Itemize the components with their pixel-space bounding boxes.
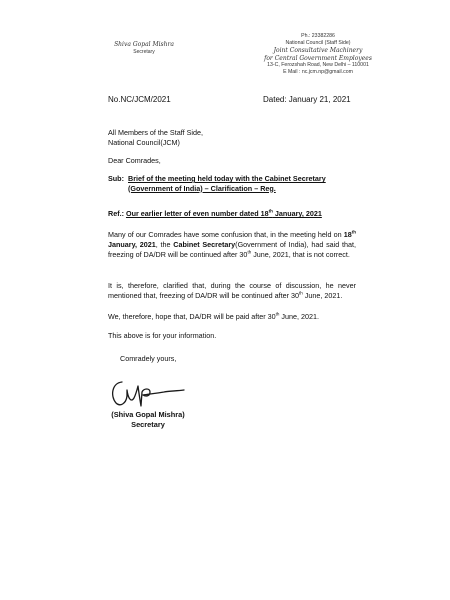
letterhead-address: 13-C, Ferozshah Road, New Delhi – 110001 (267, 61, 369, 68)
letterhead-sender (104, 41, 184, 56)
recipient-line1: All Members of the Staff Side, (108, 128, 203, 137)
subject-line2: (Government of India) – Clarification – Reg. (128, 183, 276, 193)
salutation: Dear Comrades, (108, 156, 161, 165)
body-paragraph-3: We, therefore, hope that, DA/DR will be paid after 30th June, 2021. (108, 311, 320, 321)
subject-block (108, 174, 358, 193)
letterhead-phone: Ph.: 23382286 (301, 33, 335, 39)
subject-label: Sub: (108, 174, 124, 183)
recipient-line2: National Council(JCM) (108, 138, 180, 147)
signer-name: (Shiva Gopal Mishra) (111, 410, 185, 419)
letterhead-machinery-line1: Joint Consultative Machinery (273, 47, 363, 55)
recipient-block (108, 128, 203, 148)
letterhead-email: E Mail : nc.jcm.np@gmail.com (283, 69, 353, 76)
closing: Comradely yours, (120, 354, 177, 363)
body-paragraph-1: Many of our Comrades have some confusion that, in the meeting held on 18th January, 2021, the Cabinet Secretary(Government of India), had said that, freezing of DA/DR will be continued after 30th June, 2021, that is not correct. (108, 229, 357, 259)
letterhead-sender-title: Secretary (133, 49, 155, 55)
handwritten-signature (106, 372, 188, 412)
letterhead-organization (248, 33, 388, 76)
signer-title: Secretary (131, 420, 165, 429)
subject-text (128, 174, 326, 193)
reference-label: Ref.: (108, 209, 124, 218)
signer-block (108, 410, 188, 430)
letter-date: Dated: January 21, 2021 (263, 95, 351, 104)
letterhead-council: National Council (Staff Side) (285, 40, 351, 47)
letterhead-machinery-line2: for Central Government Employees (264, 54, 372, 62)
body-paragraph-4: This above is for your information. (108, 331, 217, 340)
reference-line (108, 209, 322, 218)
subject-line1: Brief of the meeting held today with the Cabinet Secretary (128, 174, 326, 183)
body-paragraph-2: It is, therefore, clarified that, during the course of discussion, he never mentioned that, freezing of DA/DR will be continued after 30th June, 2021. (108, 281, 356, 300)
letterhead-sender-name: Shiva Gopal Mishra (114, 41, 174, 48)
reference-text: Our earlier letter of even number dated 18th January, 2021 (125, 208, 322, 218)
reference-number: No.NC/JCM/2021 (108, 95, 171, 104)
